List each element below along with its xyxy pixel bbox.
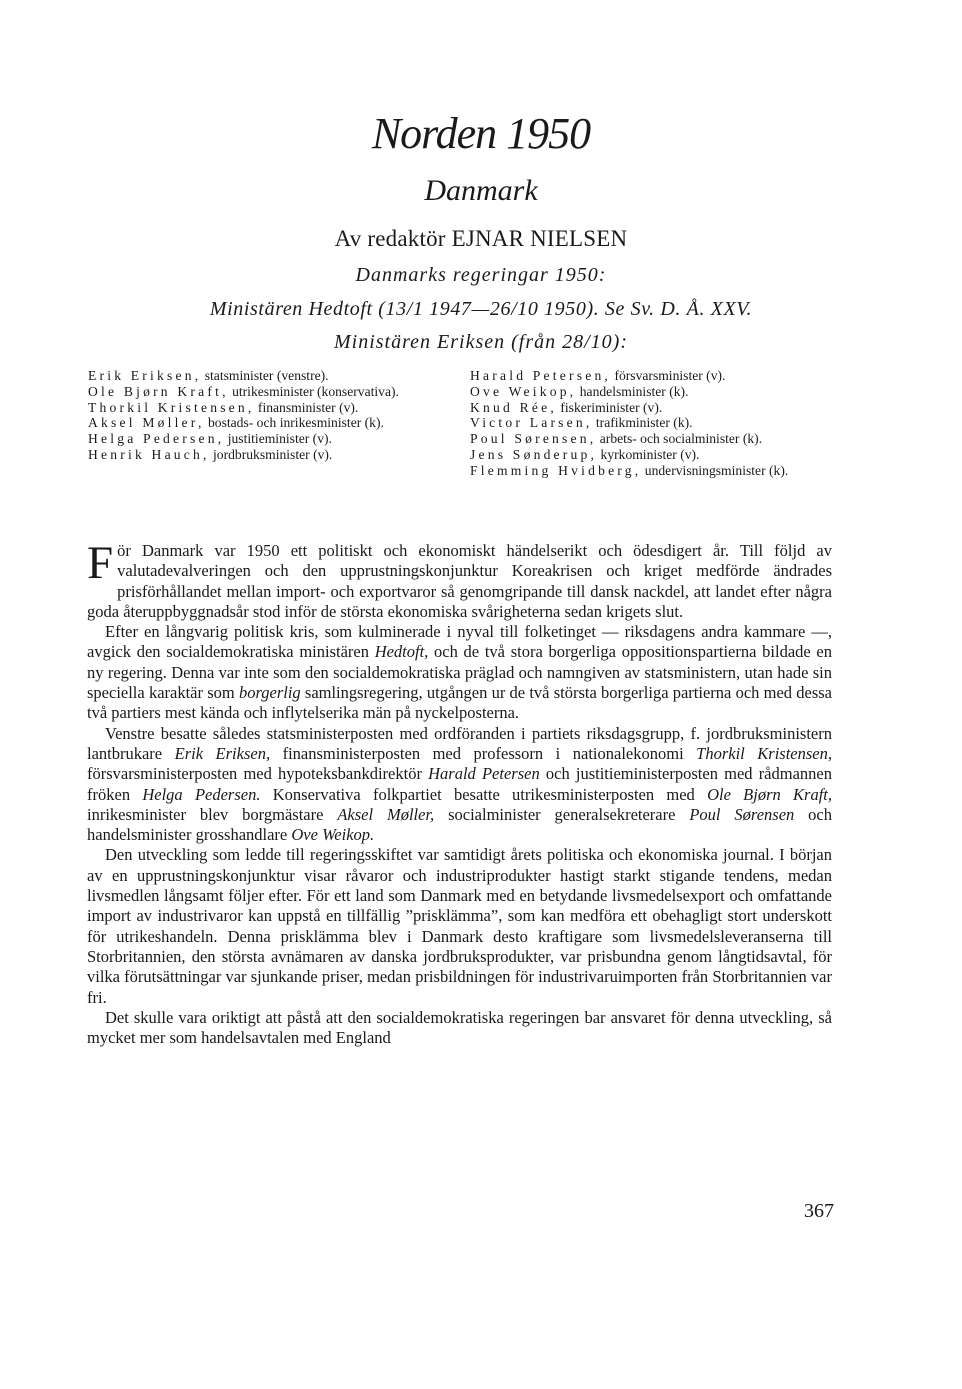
minister-entry [470, 368, 838, 384]
minister-name: Erik Eriksen, [88, 368, 202, 383]
minister-entry [88, 431, 444, 447]
minister-role: finansminister (v). [254, 399, 359, 415]
italic-name: Poul Sørensen [689, 804, 795, 824]
minister-entry [470, 415, 838, 431]
subheading-hedtoft: Ministären Hedtoft (13/1 1947—26/10 1950). Se Sv. D. Å. XXV. [209, 298, 753, 320]
section-heading: Danmark [424, 174, 538, 207]
page-number: 367 [804, 1200, 834, 1222]
drop-cap: F [87, 537, 114, 589]
paragraph [87, 537, 832, 622]
paragraph: Det skulle vara oriktigt att påstå att den socialdemokratiska regeringen bar ansvaret för denna utveckling, så mycket mer som handelsavtalen med England [87, 1007, 832, 1048]
minister-entry [88, 384, 444, 400]
minister-name: Victor Larsen, [470, 415, 593, 431]
minister-name: Harald Petersen, [470, 368, 612, 383]
paragraph-text: inrikesminister blev borgmästare [87, 804, 338, 824]
paragraph: Den utveckling som ledde till regeringsskiftet var samtidigt årets politiska och ekonomiska journal. I början av en upprustningskonjunktur visar råvaror och industriprodukter hastigt starkt stigande tendens, medan livsmedlen långsamt följer efter. För ett land som Danmark med en betydande livsmedelsexport och omfattande import av industrivaror kan uppstå en tillfällig ”prisklämma”, som kan medföra ett obehagligt stort underskott för utrikeshandeln. Denna prisklämma blev i Danmark desto kraftigare som livsmedelsleveranserna till Storbritannien, den största avnämaren av danska jordbruksprodukter, var prisbundna genom långtidsavtal, för vilka förutsättningar var sjunkande priser, medan prisbildningen för industrivaruimporten från Storbritannien var fri. [87, 845, 832, 1007]
paragraph-text: samlingsregering, utgången ur de två största borgerliga partierna och med dessa två partiers mest kända och inflytelserika män på nyckelposterna. [87, 683, 832, 723]
minister-entry [470, 384, 838, 400]
article-body [87, 537, 833, 1048]
paragraph-text: socialminister generalsekreterare [434, 804, 690, 824]
italic-name: Ole Bjørn Kraft, [707, 784, 832, 804]
minister-name: Ove Weikop, [470, 383, 577, 399]
paragraph [87, 724, 832, 846]
minister-role: arbets- och socialminister (k). [596, 431, 763, 447]
minister-role: utrikesminister (konservativa). [228, 383, 399, 399]
paragraph-text: finansministerposten med professorn i nationalekonomi [270, 743, 697, 763]
subheading-eriksen: Ministären Eriksen (från 28/10): [333, 331, 628, 353]
minister-role: trafikminister (k). [592, 415, 693, 431]
minister-entry [470, 400, 838, 416]
byline: Av redaktör EJNAR NIELSEN [334, 226, 628, 251]
minister-role: justitieminister (v). [224, 431, 332, 447]
minister-name: Knud Rée, [470, 399, 557, 415]
minister-entry [470, 447, 838, 463]
paragraph-text: Efter en långvarig politisk kris, som kulminerade i nyval till folketinget — riksdagens andra kammare —, avgick den socialdemokratiska ministären [87, 622, 832, 662]
minister-name: Thorkil Kristensen, [88, 399, 255, 415]
minister-entry [470, 463, 838, 479]
italic-name: Aksel Møller, [337, 804, 435, 824]
minister-entry [88, 400, 444, 416]
minister-name: Aksel Møller, [88, 415, 205, 431]
minister-entry [88, 447, 444, 463]
italic-name: Helga Pedersen. [142, 784, 261, 804]
minister-name: Helga Pedersen, [88, 431, 225, 447]
minister-role: statsminister (venstre). [201, 368, 329, 383]
paragraph-text: och handelsminister grosshandlare [87, 804, 833, 845]
minister-name: Poul Sørensen, [470, 431, 597, 447]
italic-name: Thorkil Kristensen, [696, 743, 832, 763]
paragraph-text: och de två stora borgerliga oppositionspartierna bildade en ny regering. Denna var inte som den socialdemokratiska präglad och namngiven av statsministern, utan hade sin speciella karaktär som [87, 642, 832, 703]
minister-name: Henrik Hauch, [88, 446, 210, 462]
minister-list-right [470, 368, 838, 479]
minister-entry [88, 415, 444, 431]
paragraph-text: försvarsministerposten med hypoteksbankdirektör [87, 764, 429, 784]
paragraph-text: Venstre besatte således statsministerposten med ordföranden i partiets riksdagsgrupp, f. jordbruksministern lantbrukare [87, 723, 832, 763]
minister-entry [88, 368, 444, 384]
italic-term: borgerlig [238, 683, 301, 703]
minister-entry [470, 431, 838, 447]
article-title: Norden 1950 [371, 109, 591, 158]
subheading-governments: Danmarks regeringar 1950: [355, 264, 607, 286]
italic-name: Hedtoft, [374, 642, 429, 662]
italic-name: Harald Petersen [428, 764, 540, 784]
minister-role: bostads- och inrikesminister (k). [204, 415, 384, 431]
minister-list-left [88, 368, 444, 463]
minister-name: Flemming Hvidberg, [470, 462, 642, 478]
minister-role: kyrkominister (v). [597, 446, 700, 462]
italic-name: Ove Weikop. [291, 825, 375, 845]
minister-role: undervisningsminister (k). [641, 462, 789, 478]
paragraph-text: Konservativa folkpartiet besatte utrikesministerposten med [260, 784, 708, 804]
minister-role: fiskeriminister (v). [556, 399, 663, 415]
paragraph [87, 622, 832, 723]
paragraph-text: och justitieministerposten med rådmannen fröken [87, 764, 832, 804]
paragraph-text: ör Danmark var 1950 ett politiskt och ekonomiskt händelserikt och ödesdigert år. Till följd av valutadevalveringen och den upprustningskonjunktur Koreakrisen och kriget medförde ändrades prisförhållandet mellan import- och exportvaror så genomgripande till dansk nackdel, att landet efter några goda återuppbyggnadsår stod inför de största ekonomiska svårigheterna sedan krigets slut. [87, 541, 832, 621]
minister-name: Jens Sønderup, [470, 446, 598, 462]
italic-name: Erik Eriksen, [174, 743, 271, 763]
minister-role: jordbruksminister (v). [209, 446, 333, 462]
minister-role: handelsminister (k). [576, 383, 689, 399]
minister-name: Ole Bjørn Kraft, [88, 383, 229, 399]
minister-role: försvarsminister (v). [611, 368, 726, 383]
